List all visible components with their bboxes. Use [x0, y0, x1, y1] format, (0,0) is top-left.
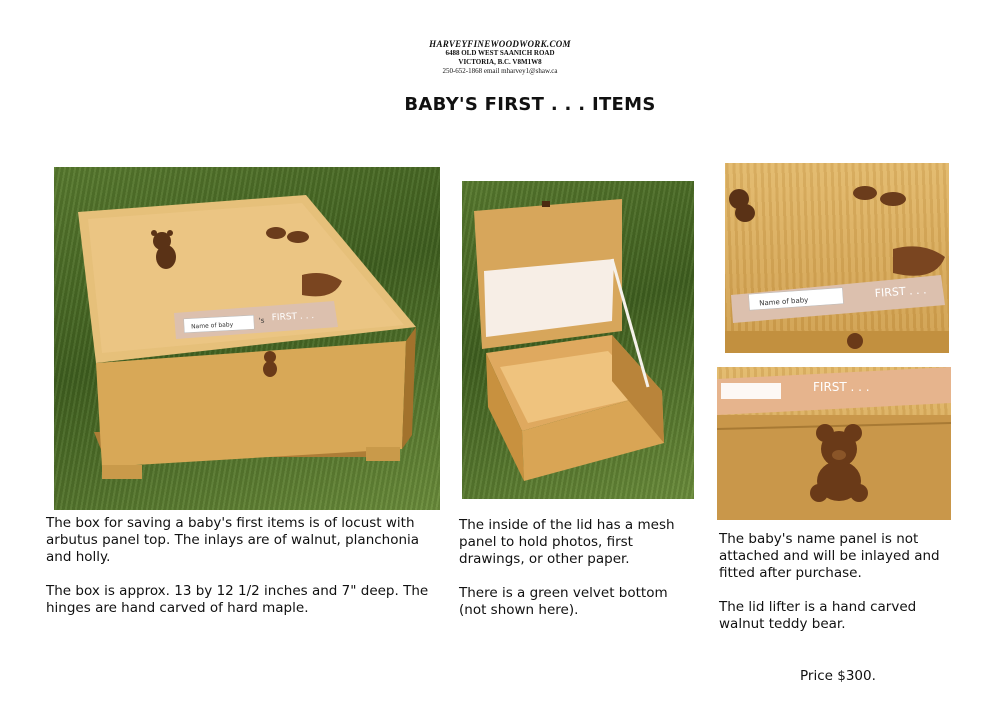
lifter-first-text: FIRST . . . [813, 380, 870, 394]
name-panel-suffix: 's [258, 316, 265, 325]
closed-box-illustration [54, 167, 440, 510]
shoes-inlay-detail [853, 186, 906, 206]
open-box-illustration [462, 181, 694, 499]
first-text: FIRST . . . [271, 311, 315, 324]
lid-detail-photo [725, 163, 949, 353]
caption-left [46, 515, 446, 634]
page-title: BABY'S FIRST . . . ITEMS [404, 94, 656, 115]
caption-middle-para-1: The inside of the lid has a mesh panel to hold photos, first drawings, or other paper. [459, 517, 675, 567]
caption-left-para-1: The box for saving a baby's first items is of locust with arbutus panel top. The inlays are of walnut, planchonia and holly. [46, 515, 420, 565]
teddy-lifter-photo [717, 367, 951, 520]
site-name: HARVEYFINEWOODWORK.COM [429, 39, 571, 49]
city-line: VICTORIA, B.C. V8M1W8 [458, 58, 542, 66]
lid-clasp-icon [542, 201, 550, 207]
teddy-lifter-illustration [717, 367, 951, 520]
open-box-photo [462, 181, 694, 499]
detail-first-text: FIRST . . . [874, 283, 927, 300]
caption-middle [459, 517, 699, 636]
letterhead [0, 40, 1000, 76]
name-panel-text: Name of baby [190, 321, 234, 331]
caption-right-para-2: The lid lifter is a hand carved walnut teddy bear. [719, 599, 917, 632]
caption-right [719, 531, 959, 650]
teddy-bear-lid-lifter [263, 351, 277, 377]
caption-right-para-1: The baby's name panel is not attached and will be inlayed and fitted after purchase. [719, 531, 940, 581]
price-label: Price $300. [800, 668, 876, 684]
address-line: 6488 OLD WEST SAANICH ROAD [445, 49, 555, 57]
bear-inlay-detail [729, 189, 755, 222]
caption-left-para-2: The box is approx. 13 by 12 1/2 inches and 7" deep. The hinges are hand carved of hard maple. [46, 583, 429, 616]
caption-middle-para-2: There is a green velvet bottom (not shown here). [459, 585, 668, 618]
contact-line: 250-652-1868 email mharvey1@shaw.ca [442, 67, 558, 75]
lid-detail-illustration [725, 163, 949, 353]
closed-box-photo [54, 167, 440, 510]
detail-name-panel-text: Name of baby [758, 296, 809, 308]
